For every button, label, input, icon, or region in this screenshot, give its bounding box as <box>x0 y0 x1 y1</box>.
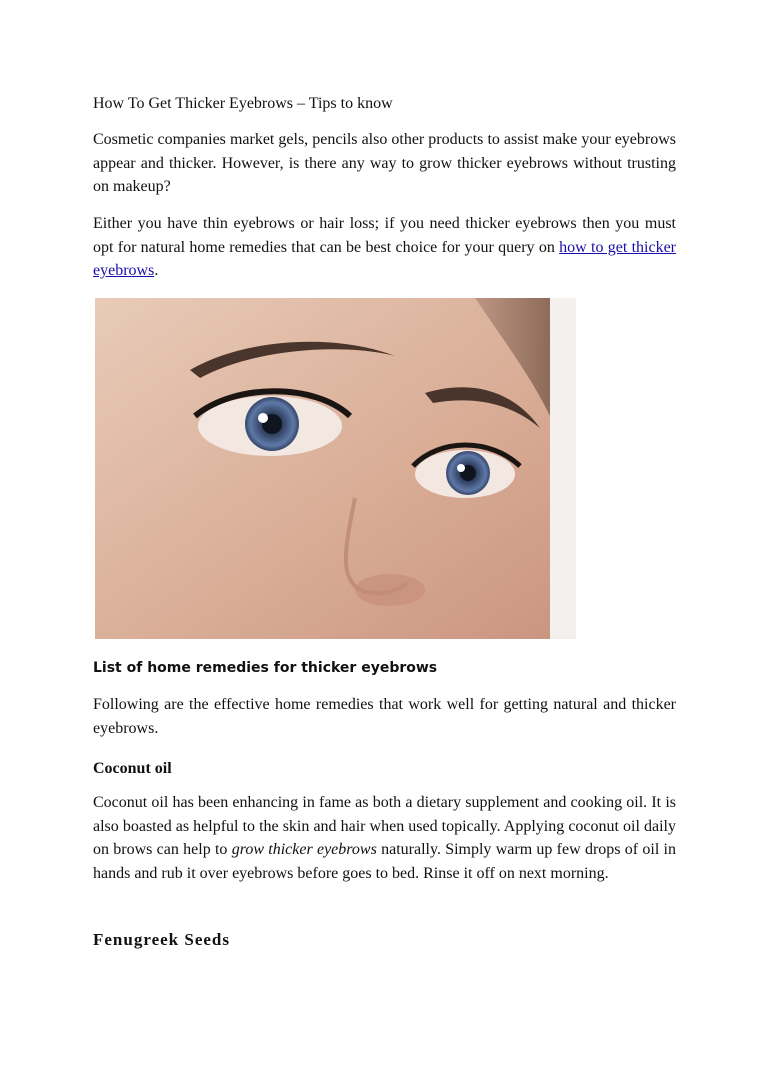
face-illustration <box>95 298 576 639</box>
second-paragraph-end: . <box>154 262 159 279</box>
coconut-oil-heading: Coconut oil <box>93 760 172 777</box>
coconut-emphasis: grow thicker eyebrows <box>231 841 377 858</box>
intro-paragraph: Cosmetic companies market gels, pencils also other products to assist make your eyebrows appear and thicker. However, is there any way to grow thicker eyebrows without trusting on makeup? <box>93 131 676 195</box>
eyes-closeup-photo <box>95 298 576 639</box>
coconut-text-1: Coconut oil has been enhancing in fame as both a dietary supplement and cooking oil. It is also boasted as helpful to the skin and hair when used topically. Applying coconut oil daily on brows can help to <box>93 794 676 858</box>
thicker-eyebrows-link[interactable]: how to get thicker eyebrows <box>93 238 677 279</box>
second-paragraph <box>93 212 676 283</box>
second-paragraph-text: Either you have thin eyebrows or hair loss; if you need thicker eyebrows then you must opt for natural home remedies that can be best choice for your query on <box>93 215 676 256</box>
coconut-text-2: naturally. Simply warm up few drops of oil in hands and rub it over eyebrows before goes to bed. Rinse it off on next morning. <box>93 841 676 882</box>
remedies-heading: List of home remedies for thicker eyebrows <box>93 660 438 676</box>
remedies-intro: Following are the effective home remedies that work well for getting natural and thicker eyebrows. <box>93 696 676 737</box>
article-title: How To Get Thicker Eyebrows – Tips to know <box>93 95 393 112</box>
coconut-oil-paragraph <box>93 791 676 885</box>
fenugreek-heading: Fenugreek Seeds <box>93 930 230 949</box>
